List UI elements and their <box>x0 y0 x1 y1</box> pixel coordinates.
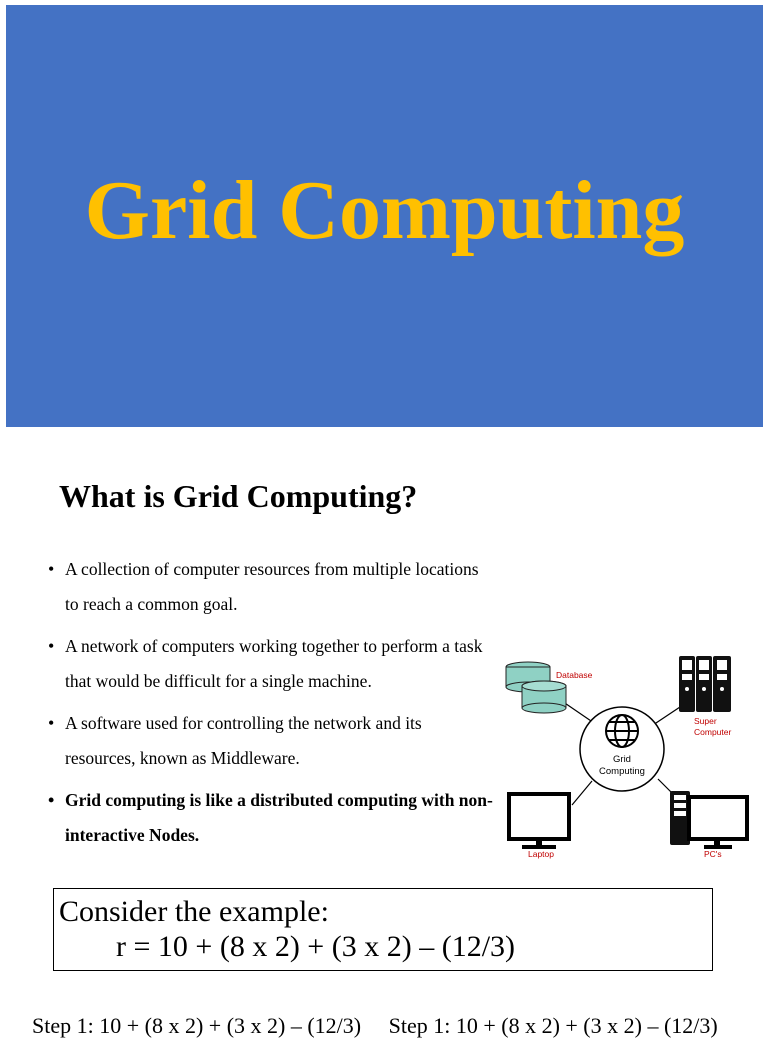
bullet-item <box>48 629 493 699</box>
bullet-dot-icon: • <box>48 559 55 579</box>
bullet-item <box>48 552 493 622</box>
database-label: Database <box>556 670 593 680</box>
bullet-dot-icon: • <box>48 713 55 733</box>
example-title: Consider the example: <box>59 895 329 928</box>
center-label-line1: Grid <box>613 754 631 765</box>
step-text-left: Step 1: 10 + (8 x 2) + (3 x 2) – (12/3) <box>32 1013 362 1038</box>
pcs-label: PC's <box>704 849 722 859</box>
connector-laptop <box>572 781 592 805</box>
bullet-dot-icon: • <box>48 790 55 810</box>
step-text-right: Step 1: 10 + (8 x 2) + (3 x 2) – (12/3) <box>388 1013 718 1038</box>
center-circle <box>580 707 664 791</box>
bullet-text: Grid computing is like a distributed computing with non-interactive Nodes. <box>65 790 493 845</box>
supercomputer-icon <box>679 656 731 712</box>
steps-row <box>32 1012 768 1038</box>
bullet-list <box>48 552 493 860</box>
bullet-text: A collection of computer resources from multiple locations to reach a common goal. <box>65 559 479 614</box>
bullet-dot-icon: • <box>48 636 55 656</box>
bullet-text: A software used for controlling the network and its resources, known as Middleware. <box>65 713 422 768</box>
supercomputer-label-line1: Super <box>694 716 717 726</box>
section-heading: What is Grid Computing? <box>59 478 418 514</box>
example-equation: r = 10 + (8 x 2) + (3 x 2) – (12/3) <box>116 930 516 963</box>
center-label-line2: Computing <box>599 766 645 777</box>
example-box <box>53 888 713 971</box>
grid-computing-diagram <box>476 645 768 865</box>
slide-title: Grid Computing <box>84 163 685 257</box>
bullet-item <box>48 783 493 853</box>
laptop-label: Laptop <box>528 849 554 859</box>
bullet-item <box>48 706 493 776</box>
pcs-icon <box>670 791 747 849</box>
diagram-svg <box>476 645 768 865</box>
supercomputer-label-line2: Computer <box>694 727 732 737</box>
title-banner <box>6 5 763 427</box>
laptop-icon <box>509 794 569 849</box>
bullet-text: A network of computers working together to perform a task that would be difficult for a single machine. <box>65 636 483 691</box>
